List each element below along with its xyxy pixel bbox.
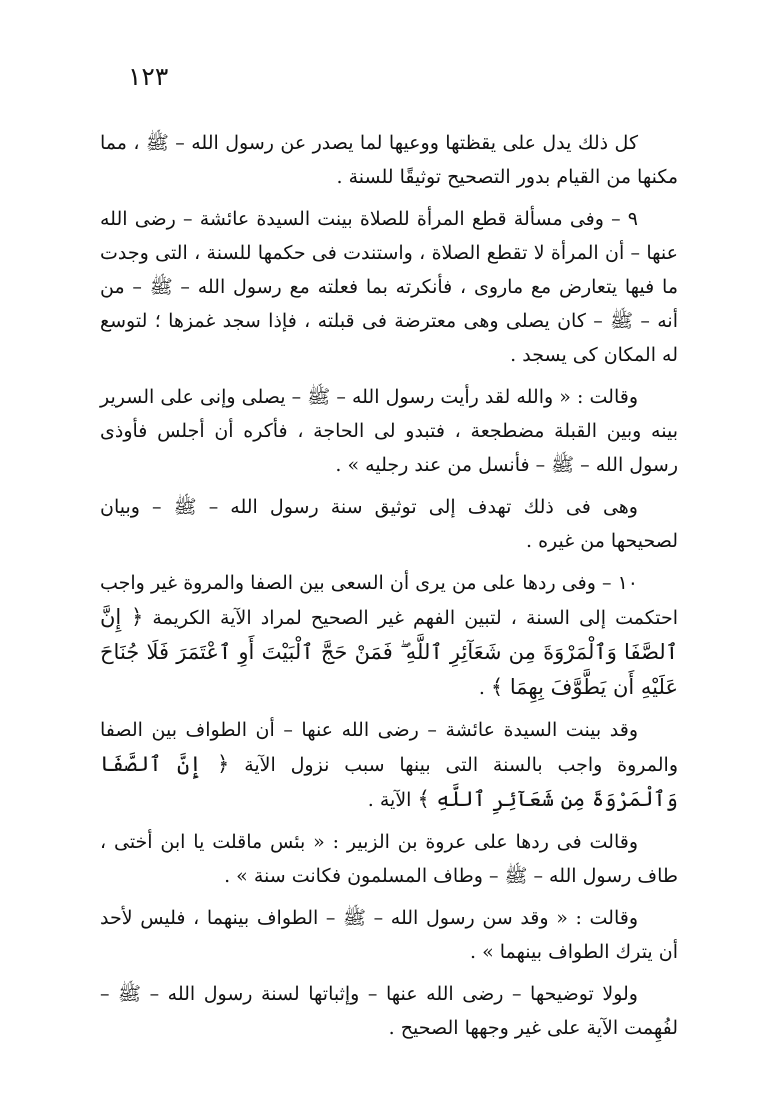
paragraph-7 — [100, 825, 678, 893]
paragraph-4 — [100, 490, 678, 558]
paragraph-text: ١٠ – وفى ردها على من يرى أن السعى بين الصفا والمروة غير واجب احتكمت إلى السنة ، لتبين الفهم غير الصحيح لمراد الآية الكريمة — [100, 572, 678, 629]
paragraph-5 — [100, 566, 678, 705]
paragraph-text: . — [478, 677, 491, 699]
paragraph-2 — [100, 202, 678, 372]
paragraph-text: ٩ – وفى مسألة قطع المرأة للصلاة بينت السيدة عائشة – رضى الله عنها – أن المرأة لا تقطع الصلاة ، واستندت فى حكمها للسنة ، التى وجدت ما فيها يتعارض مع ماروى ، فأنكرته بما فعلته مع رسول الله – ﷺ – من أنه – ﷺ – كان يصلى وهى معترضة فى قبلته ، فإذا سجد غمزها ؛ لتوسع له المكان كى يسجد . — [100, 208, 678, 366]
paragraph-text: وقد بينت السيدة عائشة – رضى الله عنها – أن الطواف بين الصفا والمروة واجب بالسنة التى بينها سبب نزول الآية — [100, 719, 679, 776]
quran-verse: ﴿ إِنَّ ٱلصَّفَا وَٱلْمَرْوَةَ مِن شَعَآئِرِ ٱللَّهِ ۖ فَمَنْ حَجَّ ٱلْبَيْتَ أَوِ ٱعْتَمَرَ فَلَا جُنَاحَ عَلَيْهِ أَن يَطَّوَّفَ بِهِمَا ﴾ — [100, 605, 678, 699]
page-number: ١٢٣ — [128, 62, 169, 91]
page-body — [100, 126, 678, 1053]
paragraph-text: الآية . — [367, 789, 418, 811]
paragraph-8 — [100, 901, 678, 969]
quran-verse: ﴿ إِنَّ ٱلصَّفَا وَٱلْمَرْوَةَ مِن شَعَآئِرِ ٱللَّهِ ﴾ — [100, 752, 678, 811]
paragraph-9 — [100, 977, 678, 1045]
paragraph-text: وقالت فى ردها على عروة بن الزبير : « بئس ماقلت يا ابن أختى ، طاف رسول الله – ﷺ – وطاف المسلمون فكانت سنة » . — [100, 831, 678, 887]
paragraph-text: كل ذلك يدل على يقظتها ووعيها لما يصدر عن رسول الله – ﷺ ، مما مكنها من القيام بدور التصحيح توثيقًا للسنة . — [100, 132, 678, 188]
paragraph-3 — [100, 380, 678, 482]
paragraph-1 — [100, 126, 678, 194]
paragraph-text: ولولا توضيحها – رضى الله عنها – وإثباتها لسنة رسول الله – ﷺ – لفُهِمت الآية على غير وجهها الصحيح . — [100, 983, 678, 1039]
paragraph-text: وقالت : « والله لقد رأيت رسول الله – ﷺ – يصلى وإنى على السرير بينه وبين القبلة مضطجعة ، فتبدو لى الحاجة ، فأكره أن أجلس فأوذى رسول الله – ﷺ – فأنسل من عند رجليه » . — [100, 386, 678, 476]
paragraph-6 — [100, 713, 678, 817]
paragraph-text: وقالت : « وقد سن رسول الله – ﷺ – الطواف بينهما ، فليس لأحد أن يترك الطواف بينهما » . — [100, 907, 678, 963]
paragraph-text: وهى فى ذلك تهدف إلى توثيق سنة رسول الله – ﷺ – وبيان لصحيحها من غيره . — [100, 496, 678, 552]
